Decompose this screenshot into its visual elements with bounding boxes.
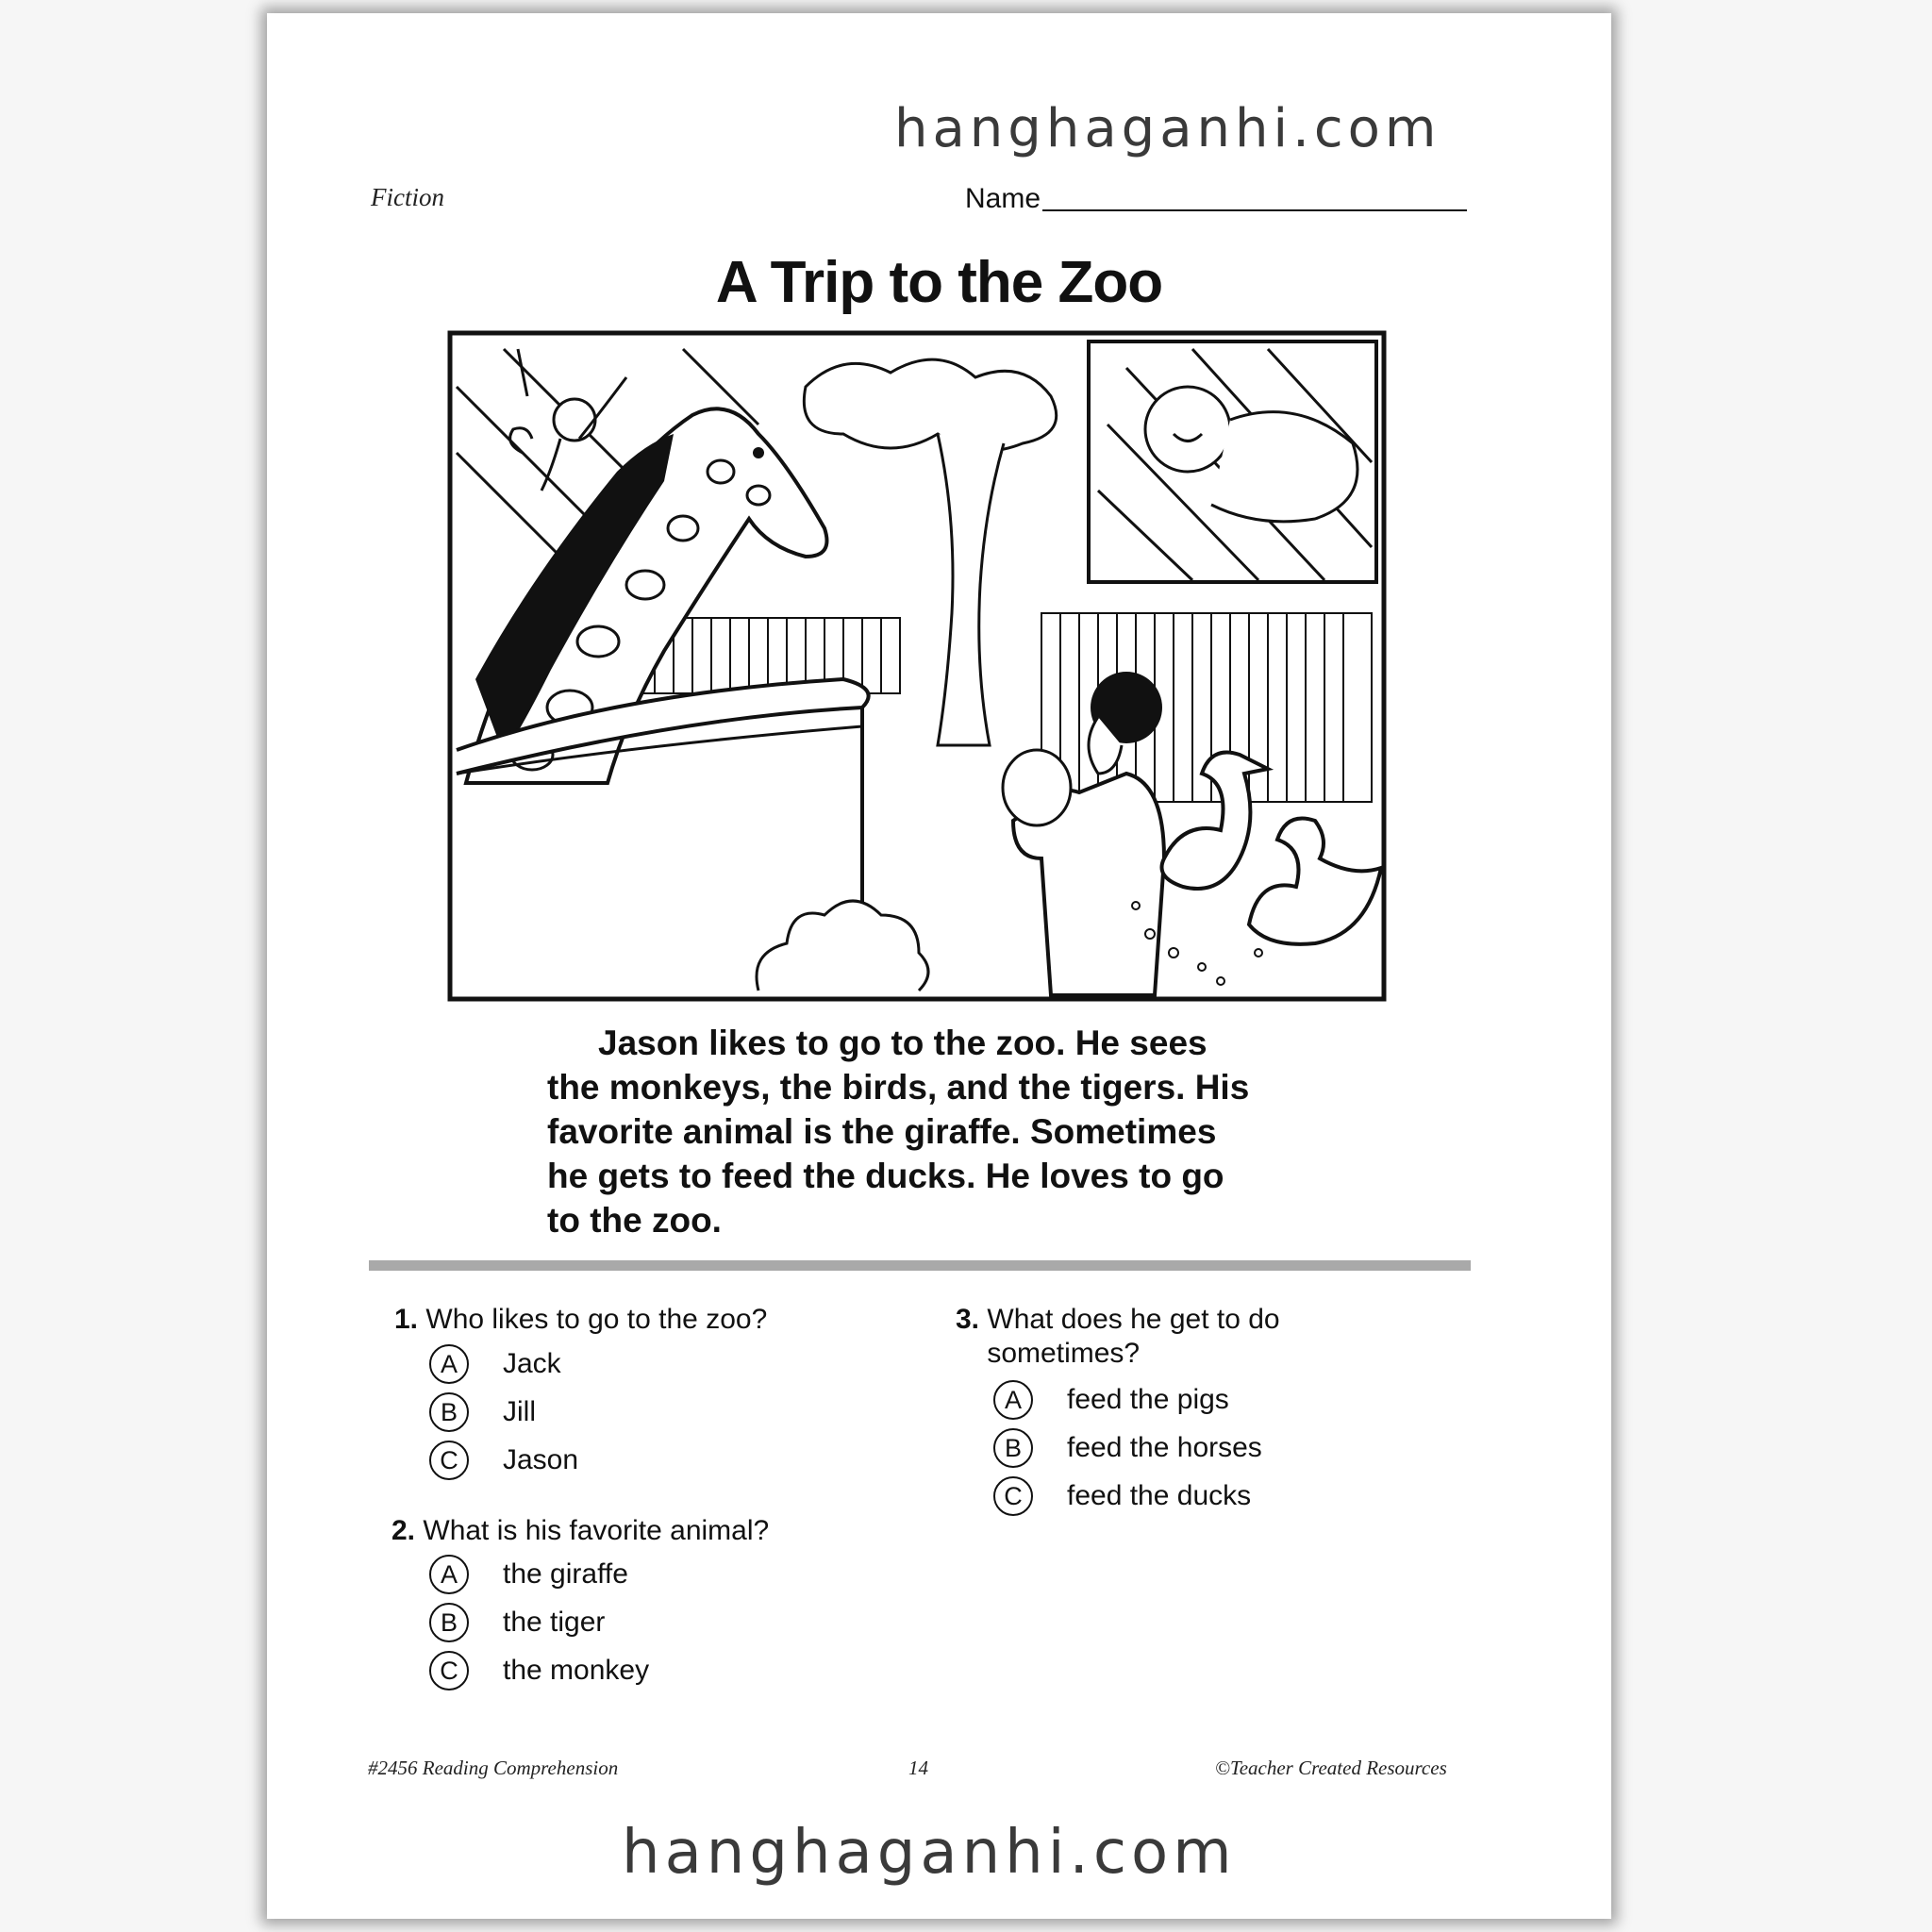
worksheet-page [267, 13, 1611, 1919]
story-line: he gets to feed the ducks. He loves to go [547, 1157, 1224, 1195]
answer-bubble-b[interactable]: B [429, 1603, 469, 1642]
question-text-line: sometimes? [987, 1338, 1141, 1369]
watermark-bottom: hanghaganhi.com [622, 1818, 1237, 1888]
option-text: Jill [503, 1396, 536, 1427]
answer-bubble-c[interactable]: C [993, 1476, 1033, 1516]
name-label: Name [965, 183, 1041, 214]
question-text-line: What does he get to do [987, 1304, 1280, 1335]
answer-bubble-b[interactable]: B [429, 1392, 469, 1432]
zoo-illustration [447, 330, 1387, 1002]
option-text: Jack [503, 1348, 561, 1379]
option-text: the tiger [503, 1607, 606, 1638]
story-line: to the zoo. [547, 1201, 722, 1240]
q3-option-a[interactable] [993, 1380, 1229, 1420]
story-line: favorite animal is the giraffe. Sometimes [547, 1112, 1217, 1151]
story-line: Jason likes to go to the zoo. He sees [598, 1024, 1208, 1062]
story-paragraph [547, 1021, 1321, 1242]
section-divider [369, 1260, 1471, 1271]
option-text: Jason [503, 1444, 579, 1475]
q2-option-c[interactable] [429, 1651, 649, 1690]
answer-bubble-c[interactable]: C [429, 1441, 469, 1480]
footer-copyright: ©Teacher Created Resources [1215, 1757, 1447, 1779]
q1-option-c[interactable] [429, 1441, 578, 1480]
story-line: the monkeys, the birds, and the tigers. His [547, 1068, 1250, 1107]
question-text: What is his favorite animal? [423, 1515, 770, 1546]
option-text: feed the horses [1067, 1432, 1262, 1463]
answer-bubble-b[interactable]: B [993, 1428, 1033, 1468]
question-3 [956, 1304, 1280, 1370]
answer-bubble-a[interactable]: A [993, 1380, 1033, 1420]
question-text [987, 1304, 1279, 1370]
q2-option-b[interactable] [429, 1603, 605, 1642]
answer-bubble-c[interactable]: C [429, 1651, 469, 1690]
genre-label: Fiction [371, 183, 444, 211]
q1-option-a[interactable] [429, 1344, 561, 1384]
footer-book-title: #2456 Reading Comprehension [368, 1757, 619, 1779]
answer-bubble-a[interactable]: A [429, 1555, 469, 1594]
option-text: the monkey [503, 1655, 650, 1686]
q1-option-b[interactable] [429, 1392, 536, 1432]
option-text: the giraffe [503, 1558, 628, 1590]
question-1 [394, 1304, 767, 1336]
question-number: 3. [956, 1304, 980, 1335]
question-text: Who likes to go to the zoo? [425, 1304, 768, 1335]
answer-bubble-a[interactable]: A [429, 1344, 469, 1384]
question-2 [391, 1515, 769, 1547]
q3-option-b[interactable] [993, 1428, 1262, 1468]
page-title: A Trip to the Zoo [715, 250, 1163, 315]
option-text: feed the pigs [1067, 1384, 1229, 1415]
name-field-line[interactable] [1042, 209, 1467, 211]
q3-option-c[interactable] [993, 1476, 1251, 1516]
option-text: feed the ducks [1067, 1480, 1252, 1511]
footer-page-number: 14 [908, 1757, 928, 1779]
q2-option-a[interactable] [429, 1555, 628, 1594]
question-number: 2. [391, 1515, 416, 1546]
question-number: 1. [394, 1304, 419, 1335]
watermark-top: hanghaganhi.com [894, 98, 1441, 159]
